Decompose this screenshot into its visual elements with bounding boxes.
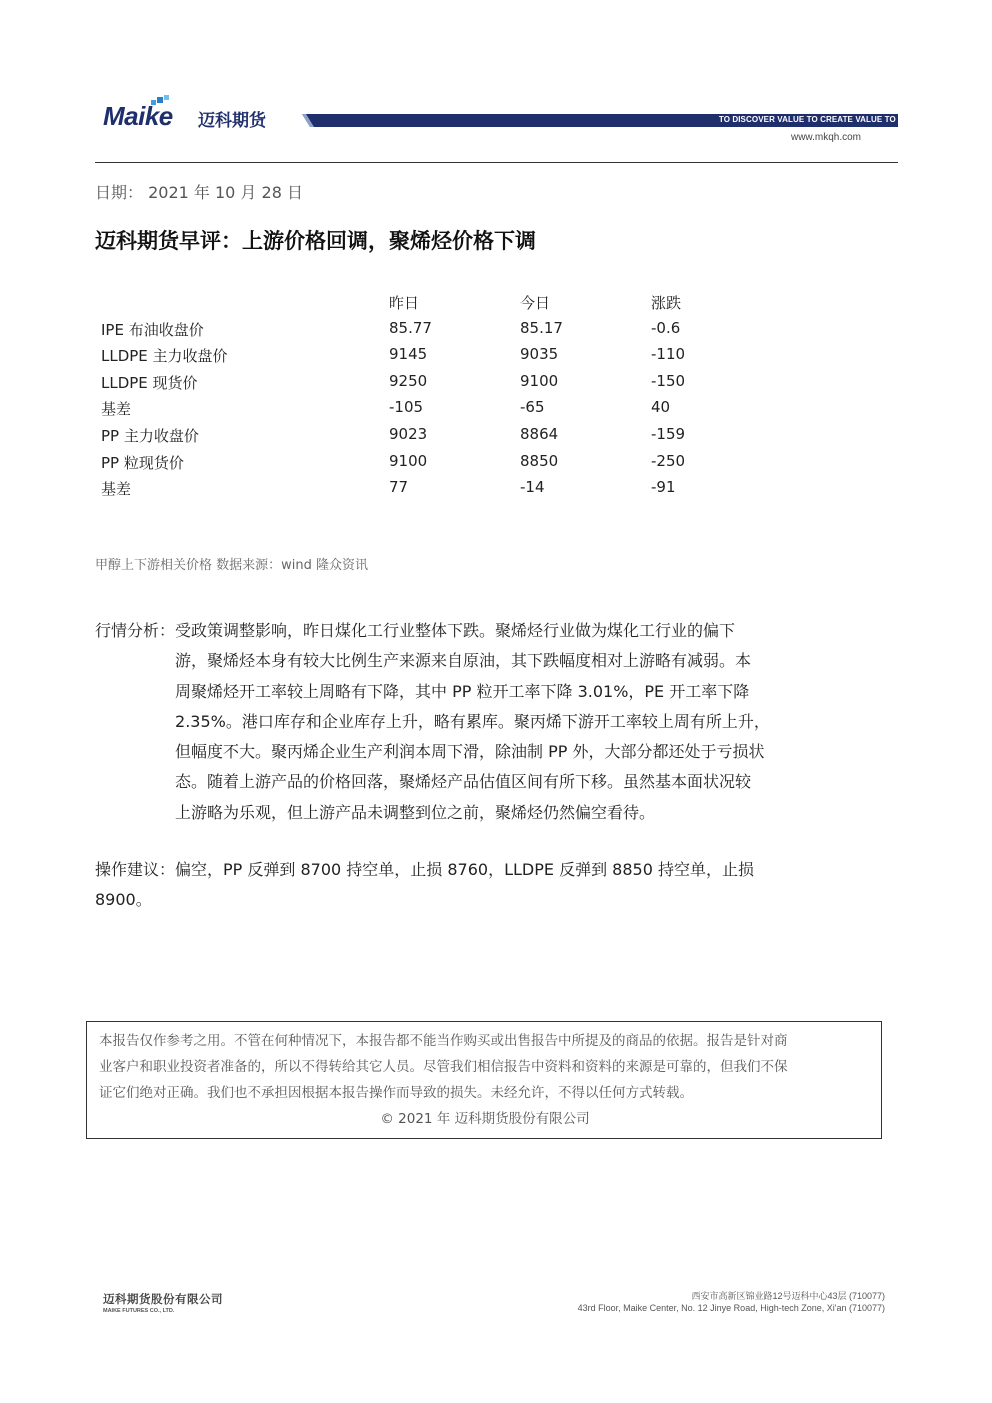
disclaimer-box [86,1021,882,1139]
analysis-label: 行情分析： [95,621,176,640]
header-divider [95,162,898,163]
row-change: -250 [651,451,686,470]
row-today: 9035 [520,345,559,364]
footer-company-en: MAIKE FUTURES CO., LTD. [103,1308,175,1314]
analysis-line: 周聚烯烃开工率较上周略有下降，其中 PP 粒开工率下降 3.01%，PE 开工率下降 [175,681,750,701]
footer-company [103,1291,223,1314]
table-row [95,319,715,346]
website-url[interactable]: www.mkqh.com [790,132,861,143]
logo-chinese-name: 迈科期货 [198,111,266,131]
row-change: -0.6 [651,318,681,337]
footer-address-en: 43rd Floor, Maike Center, No. 12 Jinye Road, High-tech Zone, Xi'an (710077) [577,1303,885,1313]
trading-advice [95,855,830,916]
row-today: 85.17 [520,318,563,337]
row-yesterday: 77 [389,478,409,497]
table-row [95,425,715,452]
row-change: 40 [651,398,671,417]
row-today: 9100 [520,371,559,390]
table-row [95,372,715,399]
analysis-line: 上游略为乐观，但上游产品未调整到位之前，聚烯烃仍然偏空看待。 [175,802,656,822]
header-yesterday: 昨日 [389,294,420,312]
price-table [95,292,715,505]
table-row [95,452,715,479]
report-date: 日期： 2021 年 10 月 28 日 [95,183,303,202]
row-label: 基差 [101,400,132,419]
footer-company-cn: 迈科期货股份有限公司 [103,1292,223,1306]
row-label: PP 主力收盘价 [101,426,199,445]
row-yesterday: 9023 [389,424,428,443]
header-today: 今日 [520,294,551,312]
row-yesterday: -105 [389,398,424,417]
analysis-line: 态。随着上游产品的价格回落，聚烯烃产品估值区间有所下移。虽然基本面状况较 [175,772,752,792]
row-today: 8864 [520,424,559,443]
report-title: 迈科期货早评：上游价格回调，聚烯烃价格下调 [95,229,536,253]
row-yesterday: 9100 [389,451,428,470]
row-yesterday: 9250 [389,371,428,390]
row-label: LLDPE 主力收盘价 [101,347,228,366]
disclaimer-line: 本报告仅作参考之用。不管在何种情况下，本报告都不能当作购买或出售报告中所提及的商品的依据。报告是针对商 [99,1033,788,1049]
row-today: -65 [520,398,545,417]
advice-line: 操作建议：偏空，PP 反弹到 8700 持空单，止损 8760，LLDPE 反弹到 8850 持空单，止损 [95,860,754,879]
logo-wordmark: Maike [103,101,173,131]
copyright-line: © 2021 年 迈科期货股份有限公司 [380,1111,590,1127]
header-change: 涨跌 [651,294,682,312]
row-label: 基差 [101,480,132,499]
disclaimer-line: 证它们绝对正确。我们也不承担因根据本报告操作而导致的损失。未经允许，不得以任何方式转载。 [99,1085,693,1101]
advice-line: 8900。 [95,890,152,910]
row-yesterday: 85.77 [389,318,432,337]
row-change: -91 [651,478,676,497]
row-change: -150 [651,371,686,390]
row-label: PP 粒现货价 [101,453,184,472]
row-change: -110 [651,345,686,364]
analysis-body [175,616,830,828]
table-row [95,478,715,505]
analysis-line: 受政策调整影响，昨日煤化工行业整体下跌。聚烯烃行业做为煤化工行业的偏下 [175,621,736,640]
footer-address-cn: 西安市高新区锦业路12号迈科中心43层 (710077) [691,1291,885,1301]
analysis-line: 但幅度不大。聚丙烯企业生产利润本周下滑，除油制 PP 外，大部分都还处于亏损状 [175,742,765,762]
disclaimer-line: 业客户和职业投资者准备的，所以不得转给其它人员。尽管我们相信报告中资料和资料的来源是可靠的，但我们不保 [99,1059,788,1075]
row-yesterday: 9145 [389,345,428,364]
row-label: IPE 布油收盘价 [101,320,204,339]
table-row [95,398,715,425]
footer-address [578,1290,885,1314]
source-note: 甲醇上下游相关价格 数据来源：wind 隆众资讯 [95,558,369,573]
table-row [95,345,715,372]
analysis-line: 2.35%。港口库存和企业库存上升，略有累库。聚丙烯下游开工率较上周有所上升， [175,711,770,731]
row-today: 8850 [520,451,559,470]
row-label: LLDPE 现货价 [101,373,198,392]
table-header-row [95,292,715,319]
row-change: -159 [651,424,686,443]
analysis-line: 游，聚烯烃本身有较大比例生产来源来自原油，其下跌幅度相对上游略有减弱。本 [175,651,752,671]
market-analysis [95,616,830,828]
row-today: -14 [520,478,545,497]
slogan-text: TO DISCOVER VALUE TO CREATE VALUE TO SHARE VALUE [718,115,956,124]
company-logo [103,95,278,135]
